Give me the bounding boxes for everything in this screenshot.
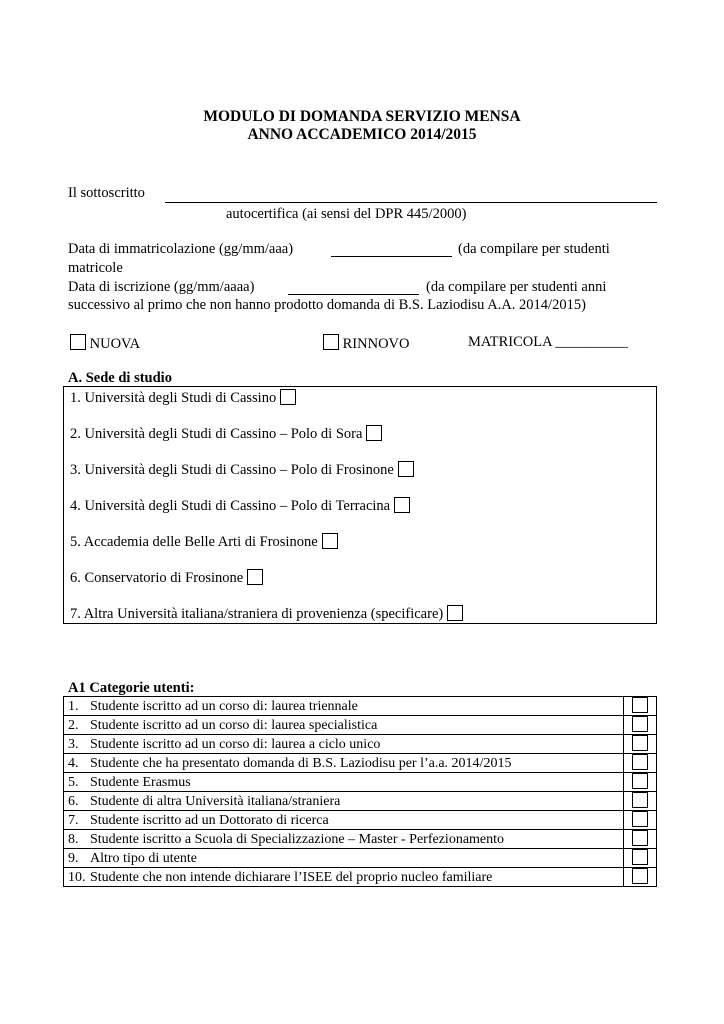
study-location-option[interactable] bbox=[70, 605, 463, 623]
study-location-box bbox=[63, 386, 657, 624]
study-location-option[interactable] bbox=[70, 569, 263, 587]
category-checkbox[interactable] bbox=[632, 811, 648, 827]
enrollment-date-field[interactable] bbox=[331, 256, 452, 257]
category-label: Studente iscritto a Scuola di Specializzazione – Master - Perfezionamento bbox=[88, 830, 624, 849]
study-location-checkbox[interactable] bbox=[398, 461, 414, 477]
category-number: 6. bbox=[64, 792, 89, 811]
category-checkbox[interactable] bbox=[632, 849, 648, 865]
category-checkbox[interactable] bbox=[632, 754, 648, 770]
study-location-label: 2. Università degli Studi di Cassino – Polo di Sora bbox=[70, 426, 363, 442]
category-number: 7. bbox=[64, 811, 89, 830]
nuova-checkbox[interactable] bbox=[70, 334, 86, 350]
study-location-label: 7. Altra Università italiana/straniera di provenienza (specificare) bbox=[70, 606, 444, 622]
registration-date-field[interactable] bbox=[288, 294, 419, 295]
table-row[interactable] bbox=[64, 868, 657, 887]
table-row[interactable] bbox=[64, 716, 657, 735]
category-checkbox[interactable] bbox=[632, 773, 648, 789]
category-checkbox[interactable] bbox=[632, 697, 648, 713]
applicant-label: Il sottoscritto bbox=[68, 185, 145, 201]
category-label: Studente iscritto ad un Dottorato di ricerca bbox=[88, 811, 624, 830]
category-label: Studente che ha presentato domanda di B.S. Laziodisu per l’a.a. 2014/2015 bbox=[88, 754, 624, 773]
category-number: 9. bbox=[64, 849, 89, 868]
section-a-title: A. Sede di studio bbox=[68, 370, 172, 386]
form-title: MODULO DI DOMANDA SERVIZIO MENSA bbox=[203, 108, 521, 125]
section-a1-title: A1 Categorie utenti: bbox=[68, 680, 195, 696]
category-label: Studente iscritto ad un corso di: laurea triennale bbox=[88, 697, 624, 716]
option-nuova[interactable] bbox=[70, 334, 140, 353]
rinnovo-checkbox[interactable] bbox=[323, 334, 339, 350]
nuova-label: NUOVA bbox=[89, 336, 141, 352]
category-checkbox[interactable] bbox=[632, 792, 648, 808]
study-location-option[interactable] bbox=[70, 461, 414, 479]
table-row[interactable] bbox=[64, 830, 657, 849]
enrollment-date-label: Data di immatricolazione (gg/mm/aaa) bbox=[68, 241, 294, 257]
study-location-label: 1. Università degli Studi di Cassino bbox=[70, 390, 277, 406]
category-number: 2. bbox=[64, 716, 89, 735]
table-row[interactable] bbox=[64, 792, 657, 811]
category-label: Studente di altra Università italiana/straniera bbox=[88, 792, 624, 811]
academic-year-title: ANNO ACCADEMICO 2014/2015 bbox=[247, 126, 477, 143]
category-number: 8. bbox=[64, 830, 89, 849]
category-label: Studente iscritto ad un corso di: laurea a ciclo unico bbox=[88, 735, 624, 754]
study-location-option[interactable] bbox=[70, 425, 382, 443]
study-location-checkbox[interactable] bbox=[322, 533, 338, 549]
self-certification-note: autocertifica (ai sensi del DPR 445/2000) bbox=[226, 206, 467, 222]
category-number: 4. bbox=[64, 754, 89, 773]
applicant-name-field[interactable] bbox=[165, 202, 657, 203]
category-number: 1. bbox=[64, 697, 89, 716]
category-label: Studente Erasmus bbox=[88, 773, 624, 792]
study-location-checkbox[interactable] bbox=[366, 425, 382, 441]
category-label: Altro tipo di utente bbox=[88, 849, 624, 868]
study-location-option[interactable] bbox=[70, 497, 410, 515]
table-row[interactable] bbox=[64, 735, 657, 754]
study-location-label: 3. Università degli Studi di Cassino – Polo di Frosinone bbox=[70, 462, 394, 478]
study-location-label: 6. Conservatorio di Frosinone bbox=[70, 570, 244, 586]
matricola-field[interactable]: MATRICOLA __________ bbox=[468, 334, 628, 350]
study-location-label: 5. Accademia delle Belle Arti di Frosinone bbox=[70, 534, 318, 550]
study-location-option[interactable] bbox=[70, 533, 338, 551]
category-checkbox[interactable] bbox=[632, 830, 648, 846]
study-location-checkbox[interactable] bbox=[394, 497, 410, 513]
study-location-checkbox[interactable] bbox=[247, 569, 263, 585]
table-row[interactable] bbox=[64, 754, 657, 773]
category-checkbox[interactable] bbox=[632, 735, 648, 751]
table-row[interactable] bbox=[64, 697, 657, 716]
category-checkbox[interactable] bbox=[632, 868, 648, 884]
study-location-checkbox[interactable] bbox=[280, 389, 296, 405]
rinnovo-label: RINNOVO bbox=[342, 336, 410, 352]
category-label: Studente iscritto ad un corso di: laurea specialistica bbox=[88, 716, 624, 735]
option-rinnovo[interactable] bbox=[323, 334, 409, 353]
registration-date-note-cont: successivo al primo che non hanno prodotto domanda di B.S. Laziodisu A.A. 2014/2015) bbox=[68, 297, 586, 313]
category-number: 3. bbox=[64, 735, 89, 754]
registration-date-note: (da compilare per studenti anni bbox=[426, 279, 607, 295]
table-row[interactable] bbox=[64, 811, 657, 830]
registration-date-label: Data di iscrizione (gg/mm/aaaa) bbox=[68, 279, 255, 295]
category-number: 10. bbox=[64, 868, 89, 887]
category-label: Studente che non intende dichiarare l’ISEE del proprio nucleo familiare bbox=[88, 868, 624, 887]
enrollment-date-note-cont: matricole bbox=[68, 260, 123, 276]
table-row[interactable] bbox=[64, 849, 657, 868]
enrollment-date-note: (da compilare per studenti bbox=[458, 241, 610, 257]
user-category-table bbox=[63, 696, 657, 887]
category-number: 5. bbox=[64, 773, 89, 792]
study-location-label: 4. Università degli Studi di Cassino – Polo di Terracina bbox=[70, 498, 391, 514]
study-location-checkbox[interactable] bbox=[447, 605, 463, 621]
study-location-option[interactable] bbox=[70, 389, 296, 407]
category-checkbox[interactable] bbox=[632, 716, 648, 732]
table-row[interactable] bbox=[64, 773, 657, 792]
